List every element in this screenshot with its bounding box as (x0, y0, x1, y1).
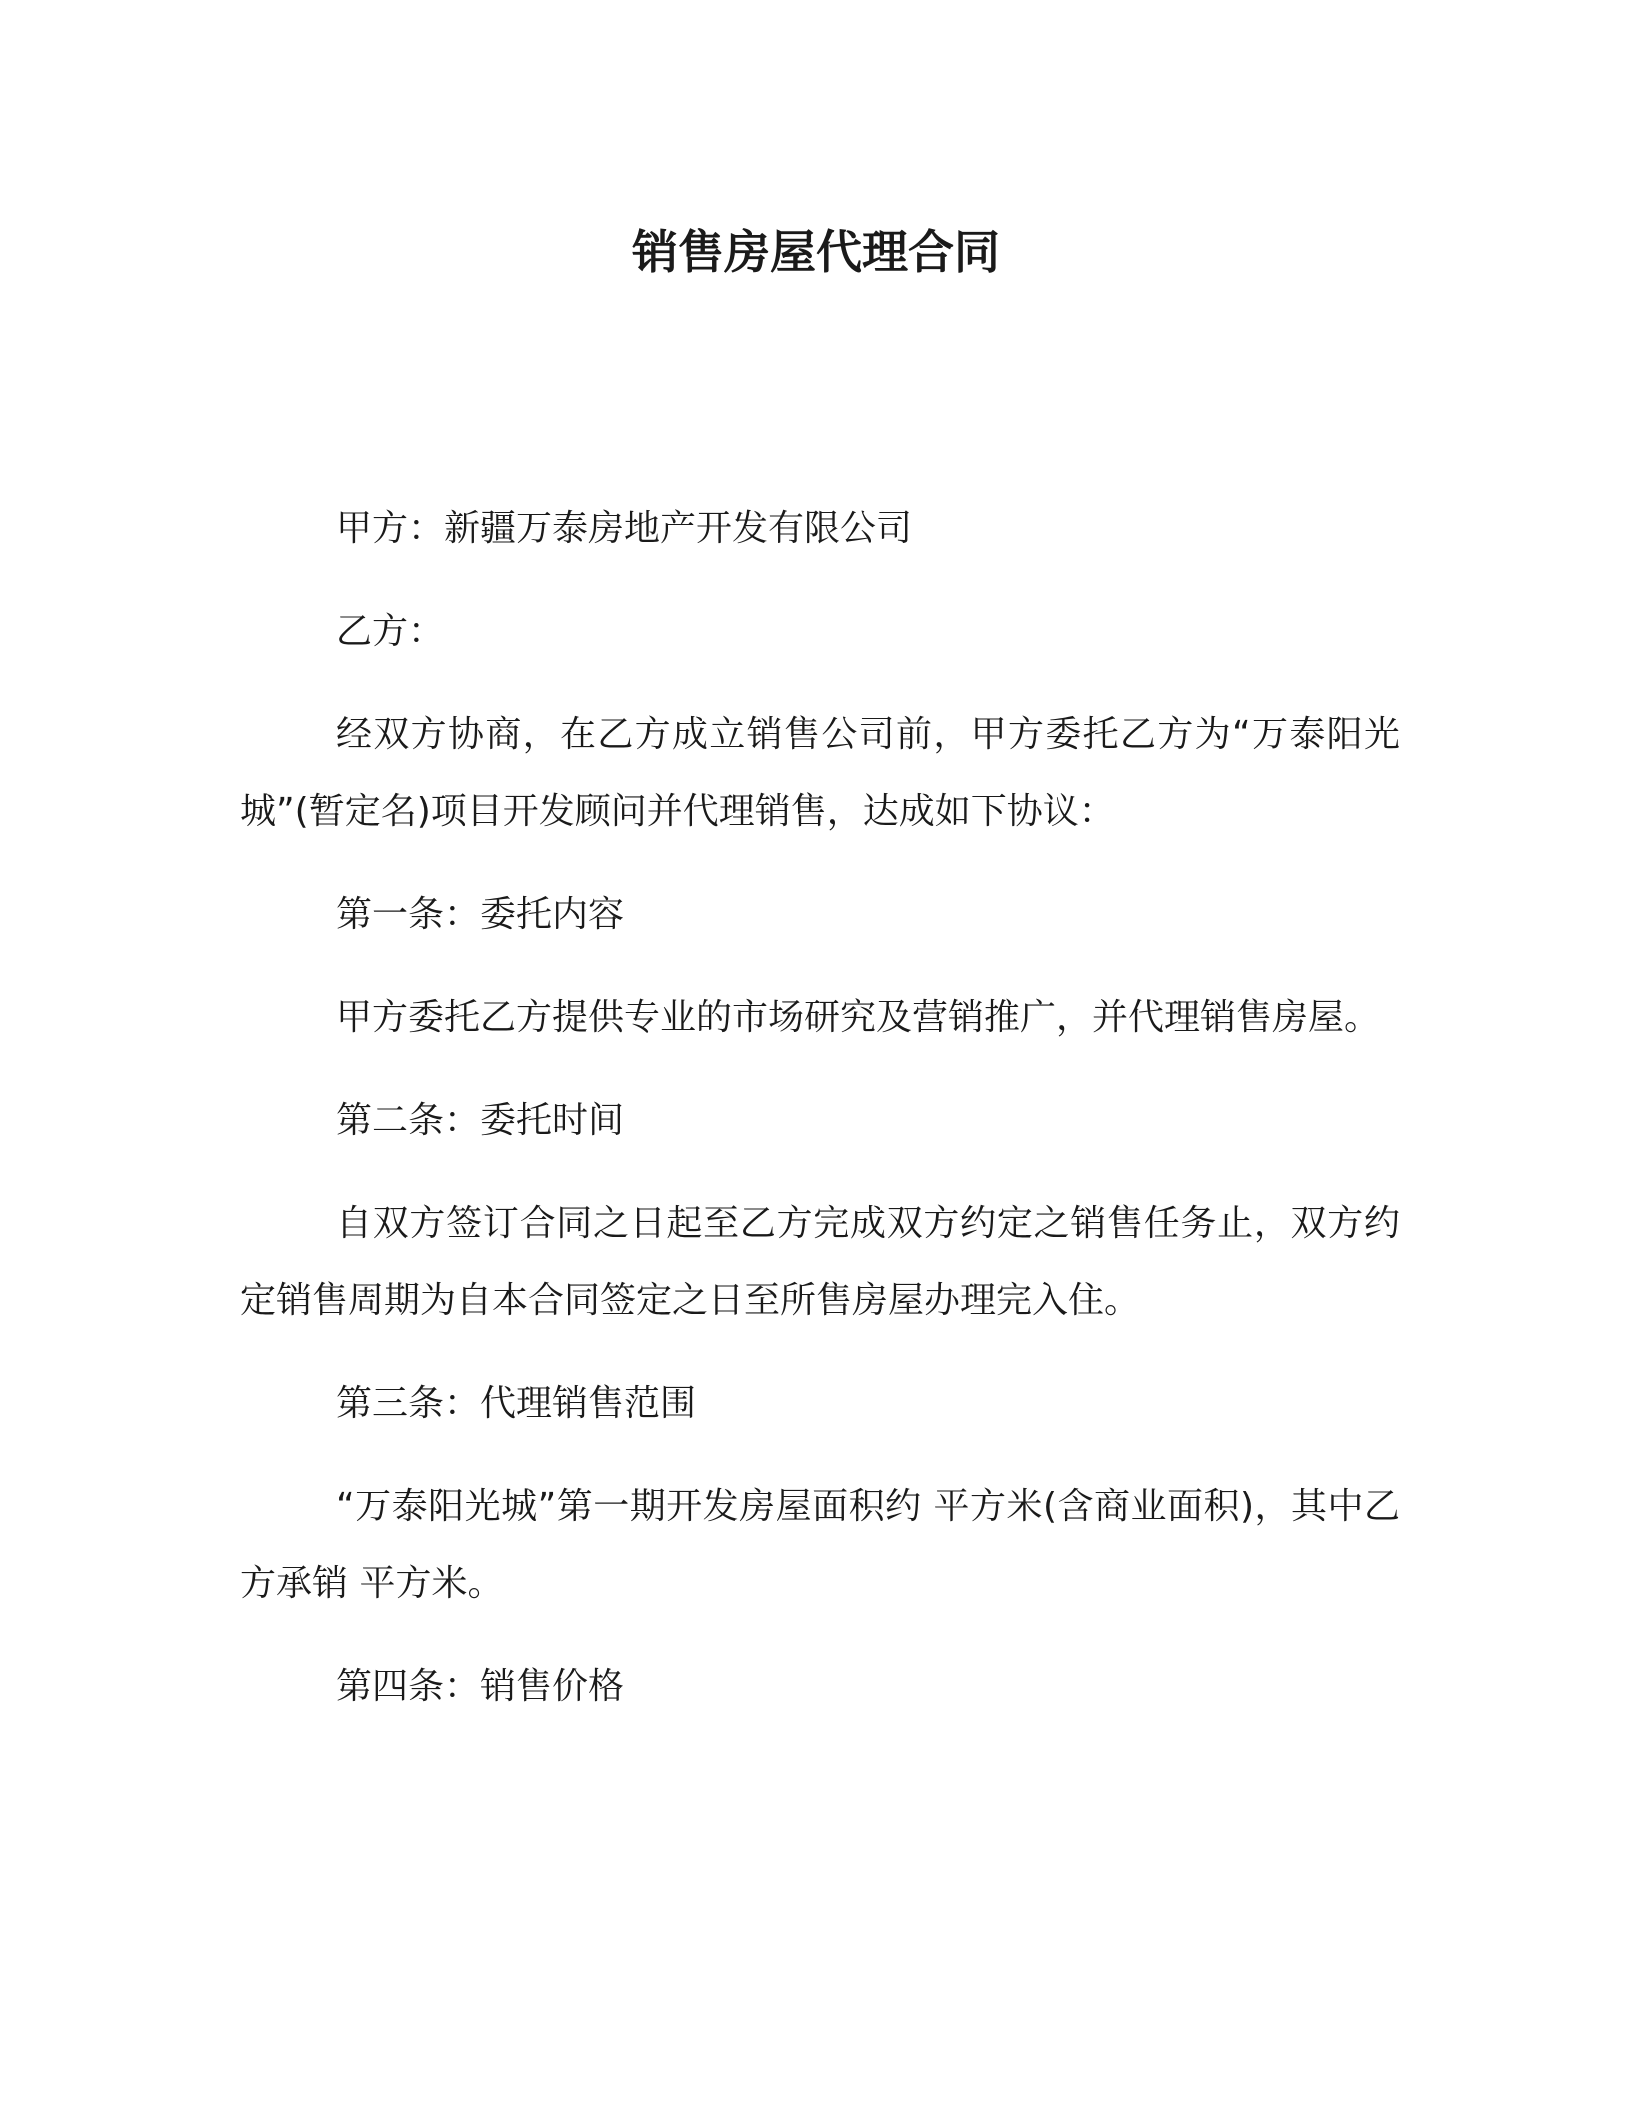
article-1-heading: 第一条：委托内容 (336, 894, 625, 935)
preamble-paragraph: 经双方协商，在乙方成立销售公司前，甲方委托乙方为“万泰阳光城”(暂定名)项目开发顾问并代理销售，达成如下协议： (240, 714, 1400, 832)
article-4-heading: 第四条：销售价格 (336, 1666, 625, 1707)
article-3-text: “万泰阳光城”第一期开发房屋面积约 平方米(含商业面积)，其中乙方承销 平方米。 (240, 1486, 1400, 1604)
party-b-line: 乙方： (336, 611, 445, 652)
article-2-heading: 第二条：委托时间 (336, 1100, 625, 1141)
document-title: 销售房屋代理合同 (632, 225, 1000, 279)
article-1-text: 甲方委托乙方提供专业的市场研究及营销推广，并代理销售房屋。 (336, 997, 1381, 1038)
article-3-heading: 第三条：代理销售范围 (336, 1383, 697, 1424)
article-2-text: 自双方签订合同之日起至乙方完成双方约定之销售任务止，双方约定销售周期为自本合同签定之日至所售房屋办理完入住。 (240, 1203, 1400, 1321)
document-body (240, 490, 1400, 1751)
party-a-line: 甲方：新疆万泰房地产开发有限公司 (336, 508, 913, 549)
